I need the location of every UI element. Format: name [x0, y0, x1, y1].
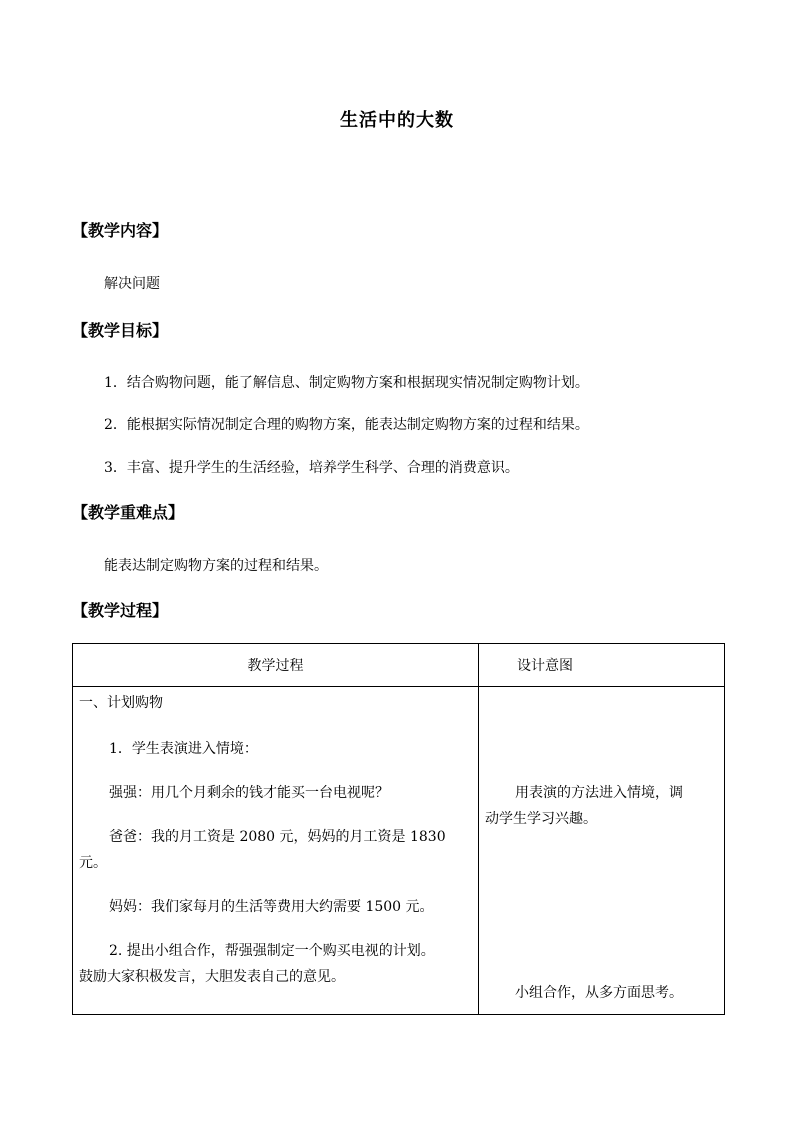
- process-cell: [73, 687, 479, 1015]
- goal-item-2: 2．能根据实际情况制定合理的购物方案，能表达制定购物方案的过程和结果。: [104, 417, 589, 433]
- table-header-process: 教学过程: [73, 644, 479, 687]
- intent-line-3: 小组合作，从多方面思考。: [515, 985, 683, 1001]
- key-text: 能表达制定购物方案的过程和结果。: [104, 558, 328, 574]
- content-text: 解决问题: [104, 276, 160, 292]
- process-line-6: 妈妈：我们家每月的生活等费用大约需要 1500 元。: [109, 899, 434, 915]
- section-heading-goals: 【教学目标】: [72, 321, 169, 340]
- intent-cell: [479, 687, 725, 1015]
- section-heading-process: 【教学过程】: [72, 601, 169, 620]
- process-line-4: 爸爸：我的月工资是 2080 元，妈妈的月工资是 1830: [109, 829, 446, 845]
- intent-line-1: 用表演的方法进入情境，调: [515, 785, 683, 801]
- process-table: [72, 643, 724, 1015]
- goal-item-3: 3．丰富、提升学生的生活经验，培养学生科学、合理的消费意识。: [104, 460, 519, 476]
- intent-line-2: 动学生学习兴趣。: [485, 811, 597, 827]
- process-line-8: 鼓励大家积极发言，大胆发表自己的意见。: [79, 969, 345, 985]
- section-heading-content: 【教学内容】: [72, 221, 169, 240]
- process-line-7: 2. 提出小组合作，帮强强制定一个购买电视的计划。: [109, 943, 435, 959]
- table-header-intent: 设计意图: [479, 644, 725, 687]
- process-line-3: 强强：用几个月剩余的钱才能买一台电视呢？: [109, 785, 389, 801]
- process-line-1: 一、计划购物: [79, 695, 163, 711]
- goal-item-1: 1．结合购物问题，能了解信息、制定购物方案和根据现实情况制定购物计划。: [104, 375, 589, 391]
- process-line-2: 1．学生表演进入情境：: [109, 741, 258, 757]
- process-line-5: 元。: [79, 855, 107, 871]
- page-title: 生活中的大数: [340, 110, 454, 131]
- section-heading-key: 【教学重难点】: [72, 503, 185, 522]
